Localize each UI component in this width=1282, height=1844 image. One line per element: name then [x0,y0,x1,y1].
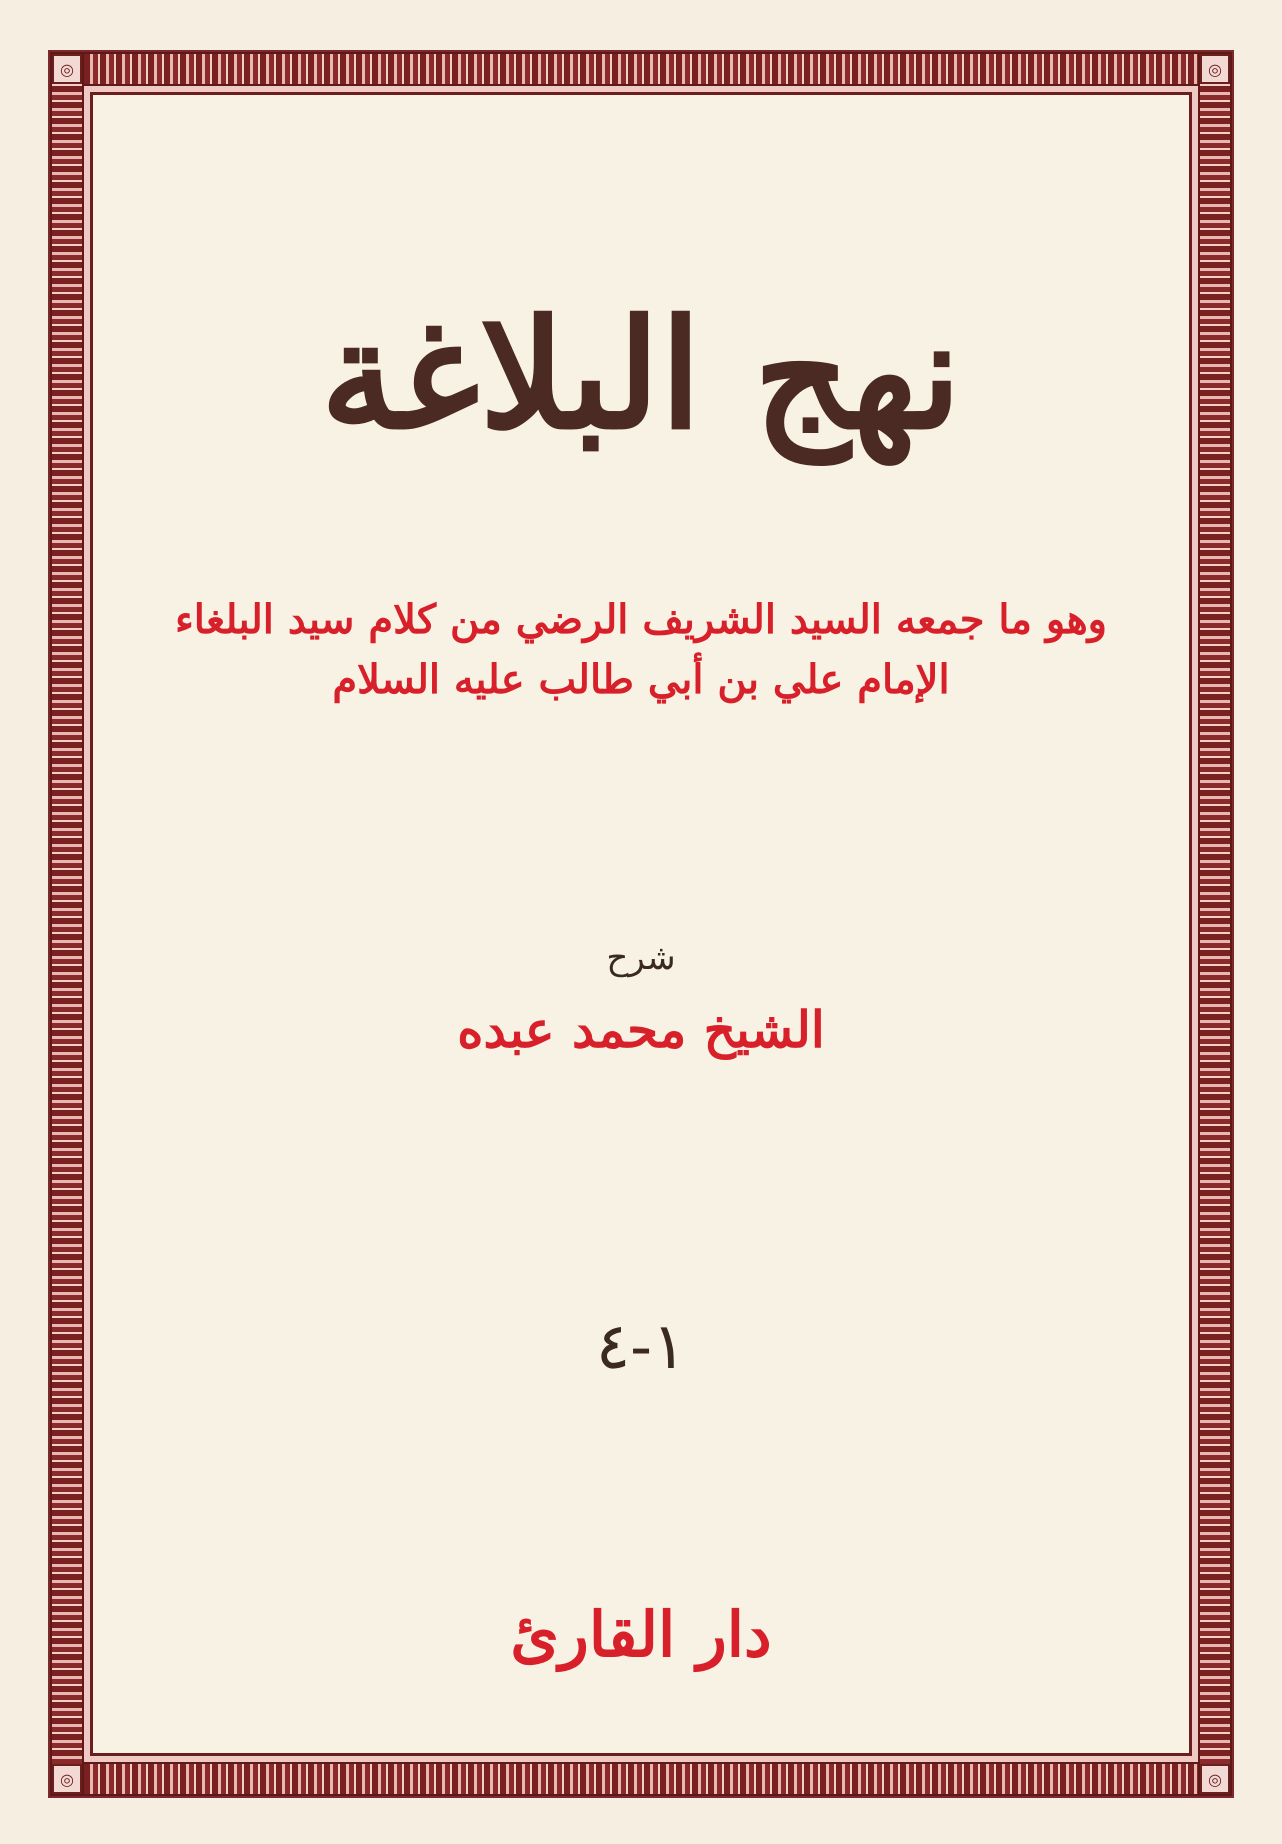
top-ornament-strip [50,52,1232,86]
volume-range: ١-٤ [595,1310,687,1384]
left-ornament-strip [50,52,84,1796]
book-title: نهج البلاغة [320,287,962,463]
subtitle-line-1: وهو ما جمعه السيد الشريف الرضي من كلام سيد البلغاء [175,596,1107,643]
corner-ornament-icon: ◎ [52,1764,82,1794]
subtitle-line-2: الإمام علي بن أبي طالب عليه السلام [332,656,950,703]
bottom-ornament-strip [50,1762,1232,1796]
commentator-name: الشيخ محمد عبده [457,1000,825,1059]
publisher-name: دار القارئ [510,1598,772,1671]
right-ornament-strip [1198,52,1232,1796]
corner-ornament-icon: ◎ [1200,54,1230,84]
corner-ornament-icon: ◎ [1200,1764,1230,1794]
commentary-label: شرح [606,938,676,978]
corner-ornament-icon: ◎ [52,54,82,84]
